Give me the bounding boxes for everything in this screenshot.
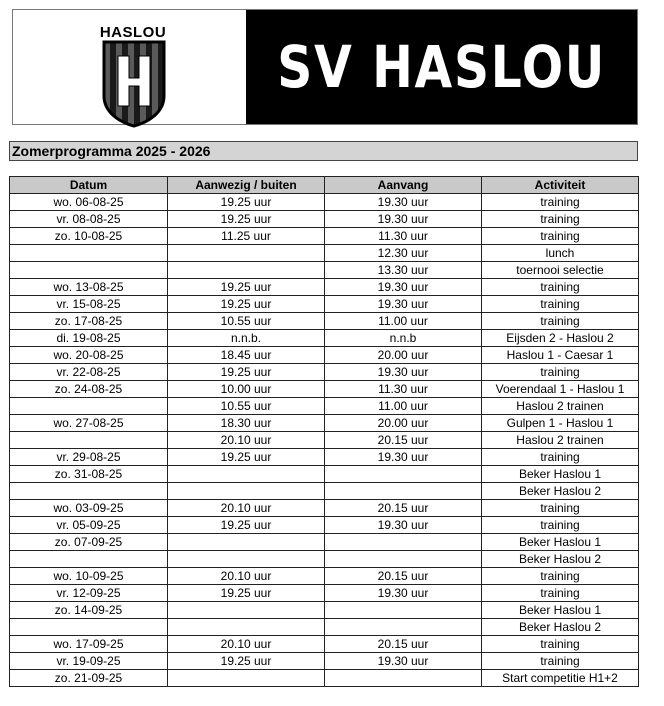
- cell-aanvang: n.n.b: [325, 330, 482, 347]
- cell-aanvang: 11.30 uur: [325, 228, 482, 245]
- cell-aanvang: 20.15 uur: [325, 636, 482, 653]
- cell-datum: vr. 22-08-25: [10, 364, 168, 381]
- cell-datum: wo. 27-08-25: [10, 415, 168, 432]
- cell-datum: di. 19-08-25: [10, 330, 168, 347]
- table-row: [10, 330, 639, 347]
- cell-datum: vr. 29-08-25: [10, 449, 168, 466]
- cell-aanvang: [325, 483, 482, 500]
- cell-aanvang: 19.30 uur: [325, 296, 482, 313]
- column-header-aanvang: Aanvang: [325, 177, 482, 194]
- cell-aanvang: 20.15 uur: [325, 500, 482, 517]
- cell-datum: wo. 06-08-25: [10, 194, 168, 211]
- cell-aanvang: 11.30 uur: [325, 381, 482, 398]
- cell-aanwezig: 19.25 uur: [168, 585, 325, 602]
- cell-activiteit: training: [482, 568, 639, 585]
- cell-activiteit: Beker Haslou 2: [482, 551, 639, 568]
- cell-datum: vr. 19-09-25: [10, 653, 168, 670]
- cell-aanvang: 11.00 uur: [325, 313, 482, 330]
- table-row: [10, 262, 639, 279]
- cell-aanwezig: [168, 551, 325, 568]
- cell-aanwezig: 10.55 uur: [168, 313, 325, 330]
- cell-aanwezig: 10.00 uur: [168, 381, 325, 398]
- table-row: [10, 432, 639, 449]
- cell-aanwezig: [168, 466, 325, 483]
- cell-datum: [10, 398, 168, 415]
- cell-datum: vr. 12-09-25: [10, 585, 168, 602]
- cell-activiteit: Eijsden 2 - Haslou 2: [482, 330, 639, 347]
- cell-aanwezig: 20.10 uur: [168, 636, 325, 653]
- cell-datum: zo. 21-09-25: [10, 670, 168, 687]
- cell-activiteit: Beker Haslou 2: [482, 483, 639, 500]
- schedule-table: [9, 176, 639, 687]
- cell-aanvang: [325, 466, 482, 483]
- cell-datum: vr. 05-09-25: [10, 517, 168, 534]
- cell-activiteit: training: [482, 585, 639, 602]
- cell-aanvang: 20.00 uur: [325, 347, 482, 364]
- cell-aanvang: 20.00 uur: [325, 415, 482, 432]
- table-row: [10, 653, 639, 670]
- column-header-datum: Datum: [10, 177, 168, 194]
- cell-aanwezig: 19.25 uur: [168, 296, 325, 313]
- table-row: [10, 228, 639, 245]
- cell-aanvang: 19.30 uur: [325, 449, 482, 466]
- cell-activiteit: Beker Haslou 2: [482, 619, 639, 636]
- cell-aanvang: 11.00 uur: [325, 398, 482, 415]
- cell-datum: vr. 08-08-25: [10, 211, 168, 228]
- cell-datum: vr. 15-08-25: [10, 296, 168, 313]
- table-row: [10, 602, 639, 619]
- table-row: [10, 500, 639, 517]
- cell-datum: zo. 31-08-25: [10, 466, 168, 483]
- cell-aanwezig: 19.25 uur: [168, 449, 325, 466]
- cell-datum: zo. 14-09-25: [10, 602, 168, 619]
- cell-aanvang: [325, 551, 482, 568]
- table-row: [10, 415, 639, 432]
- cell-activiteit: lunch: [482, 245, 639, 262]
- cell-aanwezig: 19.25 uur: [168, 653, 325, 670]
- cell-activiteit: Start competitie H1+2: [482, 670, 639, 687]
- program-title: Zomerprogramma 2025 - 2026: [9, 141, 638, 161]
- table-row: [10, 245, 639, 262]
- cell-datum: zo. 24-08-25: [10, 381, 168, 398]
- table-row: [10, 194, 639, 211]
- cell-datum: [10, 483, 168, 500]
- title-banner: [246, 10, 637, 124]
- cell-datum: [10, 619, 168, 636]
- table-row: [10, 483, 639, 500]
- table-row: [10, 381, 639, 398]
- table-row: [10, 364, 639, 381]
- cell-aanvang: 19.30 uur: [325, 211, 482, 228]
- cell-datum: wo. 17-09-25: [10, 636, 168, 653]
- cell-aanwezig: 20.10 uur: [168, 432, 325, 449]
- cell-activiteit: training: [482, 296, 639, 313]
- cell-aanwezig: 18.45 uur: [168, 347, 325, 364]
- column-header-activiteit: Activiteit: [482, 177, 639, 194]
- cell-activiteit: Beker Haslou 1: [482, 466, 639, 483]
- table-row: [10, 398, 639, 415]
- cell-aanwezig: 20.10 uur: [168, 500, 325, 517]
- cell-datum: [10, 551, 168, 568]
- cell-aanvang: [325, 619, 482, 636]
- table-row: [10, 517, 639, 534]
- cell-datum: zo. 07-09-25: [10, 534, 168, 551]
- cell-aanvang: 19.30 uur: [325, 653, 482, 670]
- table-row: [10, 670, 639, 687]
- table-row: [10, 636, 639, 653]
- cell-activiteit: training: [482, 636, 639, 653]
- table-row: [10, 551, 639, 568]
- shield-icon: [101, 40, 167, 128]
- cell-aanvang: 19.30 uur: [325, 194, 482, 211]
- cell-activiteit: training: [482, 364, 639, 381]
- table-row: [10, 619, 639, 636]
- cell-activiteit: training: [482, 211, 639, 228]
- table-row: [10, 449, 639, 466]
- table-row: [10, 568, 639, 585]
- cell-aanvang: 12.30 uur: [325, 245, 482, 262]
- cell-activiteit: Beker Haslou 1: [482, 534, 639, 551]
- cell-activiteit: Haslou 2 trainen: [482, 432, 639, 449]
- cell-aanwezig: 19.25 uur: [168, 211, 325, 228]
- cell-aanvang: 19.30 uur: [325, 585, 482, 602]
- column-header-aanwezig: Aanwezig / buiten: [168, 177, 325, 194]
- cell-aanwezig: [168, 670, 325, 687]
- schedule-body: [10, 194, 639, 687]
- cell-aanwezig: 10.55 uur: [168, 398, 325, 415]
- cell-aanwezig: n.n.b.: [168, 330, 325, 347]
- cell-activiteit: Gulpen 1 - Haslou 1: [482, 415, 639, 432]
- cell-datum: wo. 13-08-25: [10, 279, 168, 296]
- cell-aanvang: [325, 534, 482, 551]
- cell-datum: zo. 10-08-25: [10, 228, 168, 245]
- cell-aanwezig: [168, 483, 325, 500]
- table-row: [10, 296, 639, 313]
- table-row: [10, 466, 639, 483]
- club-logo: [13, 10, 246, 124]
- cell-datum: wo. 03-09-25: [10, 500, 168, 517]
- table-row: [10, 279, 639, 296]
- club-title: SV HASLOU: [276, 33, 606, 101]
- cell-activiteit: training: [482, 228, 639, 245]
- table-row: [10, 313, 639, 330]
- cell-activiteit: training: [482, 653, 639, 670]
- cell-aanwezig: 19.25 uur: [168, 279, 325, 296]
- cell-datum: wo. 20-08-25: [10, 347, 168, 364]
- cell-aanvang: 13.30 uur: [325, 262, 482, 279]
- cell-activiteit: Haslou 2 trainen: [482, 398, 639, 415]
- cell-aanwezig: 20.10 uur: [168, 568, 325, 585]
- cell-datum: [10, 245, 168, 262]
- cell-activiteit: Beker Haslou 1: [482, 602, 639, 619]
- cell-aanvang: 20.15 uur: [325, 432, 482, 449]
- table-header-row: [10, 177, 639, 194]
- table-row: [10, 534, 639, 551]
- cell-aanwezig: [168, 534, 325, 551]
- cell-activiteit: Haslou 1 - Caesar 1: [482, 347, 639, 364]
- cell-aanwezig: 19.25 uur: [168, 517, 325, 534]
- header-banner: [12, 9, 638, 125]
- cell-datum: [10, 262, 168, 279]
- cell-datum: [10, 432, 168, 449]
- cell-aanvang: 19.30 uur: [325, 517, 482, 534]
- cell-datum: wo. 10-09-25: [10, 568, 168, 585]
- table-row: [10, 211, 639, 228]
- cell-activiteit: Voerendaal 1 - Haslou 1: [482, 381, 639, 398]
- cell-activiteit: training: [482, 313, 639, 330]
- cell-datum: zo. 17-08-25: [10, 313, 168, 330]
- cell-aanvang: 19.30 uur: [325, 279, 482, 296]
- cell-aanvang: [325, 602, 482, 619]
- table-row: [10, 585, 639, 602]
- cell-aanwezig: [168, 619, 325, 636]
- cell-activiteit: training: [482, 194, 639, 211]
- logo-text: HASLOU: [99, 24, 167, 41]
- cell-aanwezig: 18.30 uur: [168, 415, 325, 432]
- cell-aanvang: 20.15 uur: [325, 568, 482, 585]
- cell-aanvang: 19.30 uur: [325, 364, 482, 381]
- cell-activiteit: training: [482, 449, 639, 466]
- table-row: [10, 347, 639, 364]
- cell-aanwezig: [168, 602, 325, 619]
- cell-activiteit: toernooi selectie: [482, 262, 639, 279]
- cell-aanwezig: 19.25 uur: [168, 364, 325, 381]
- cell-aanwezig: 19.25 uur: [168, 194, 325, 211]
- cell-aanwezig: [168, 245, 325, 262]
- cell-aanwezig: 11.25 uur: [168, 228, 325, 245]
- cell-activiteit: training: [482, 279, 639, 296]
- cell-aanwezig: [168, 262, 325, 279]
- cell-activiteit: training: [482, 517, 639, 534]
- cell-aanvang: [325, 670, 482, 687]
- cell-activiteit: training: [482, 500, 639, 517]
